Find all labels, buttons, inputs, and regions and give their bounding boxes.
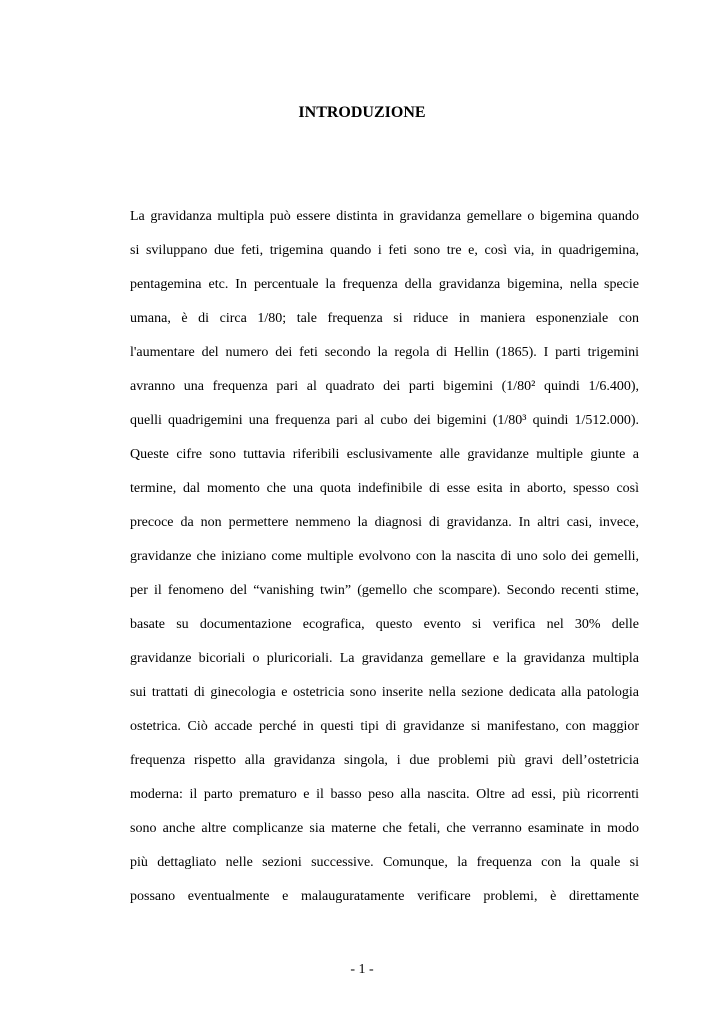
text-line: avranno una frequenza pari al quadrato dei parti bigemini (1/80² quindi 1/6.400), — [130, 379, 639, 394]
body-paragraph — [130, 206, 639, 920]
text-line: pentagemina etc. In percentuale la frequenza della gravidanza bigemina, nella specie — [130, 277, 639, 292]
page-title: INTRODUZIONE — [298, 104, 426, 121]
text-line: possano eventualmente e malauguratamente verificare problemi, è direttamente — [130, 889, 639, 904]
text-line: Queste cifre sono tuttavia riferibili esclusivamente alle gravidanze multiple giunte a — [130, 447, 639, 462]
text-line: basate su documentazione ecografica, questo evento si verifica nel 30% delle — [130, 617, 639, 632]
text-line: per il fenomeno del “vanishing twin” (gemello che scompare). Secondo recenti stime, — [130, 583, 639, 598]
text-line: si sviluppano due feti, trigemina quando i feti sono tre e, così via, in quadrigemina, — [130, 243, 639, 258]
text-line: più dettagliato nelle sezioni successive. Comunque, la frequenza con la quale si — [130, 855, 639, 870]
text-line: termine, dal momento che una quota indefinibile di esse esita in aborto, spesso così — [130, 481, 639, 496]
text-line: ostetrica. Ciò accade perché in questi tipi di gravidanze si manifestano, con maggior — [130, 719, 639, 734]
text-line: La gravidanza multipla può essere distinta in gravidanza gemellare o bigemina quando — [130, 209, 639, 224]
page-number: - 1 - — [350, 962, 374, 977]
text-line: moderna: il parto prematuro e il basso peso alla nascita. Oltre ad essi, più ricorrenti — [130, 787, 639, 802]
text-line: sono anche altre complicanze sia materne che fetali, che verranno esaminate in modo — [130, 821, 639, 836]
text-line: frequenza rispetto alla gravidanza singola, i due problemi più gravi dell’ostetricia — [130, 753, 639, 768]
text-line: gravidanze che iniziano come multiple evolvono con la nascita di uno solo dei gemelli, — [130, 549, 639, 564]
text-line: precoce da non permettere nemmeno la diagnosi di gravidanza. In altri casi, invece, — [130, 515, 639, 530]
text-line: gravidanze bicoriali o pluricoriali. La gravidanza gemellare e la gravidanza multipla — [130, 651, 639, 666]
text-line: l'aumentare del numero dei feti secondo la regola di Hellin (1865). I parti trigemini — [130, 345, 639, 360]
text-line: quelli quadrigemini una frequenza pari al cubo dei bigemini (1/80³ quindi 1/512.000). — [130, 413, 639, 428]
text-line: umana, è di circa 1/80; tale frequenza si riduce in maniera esponenziale con — [130, 311, 639, 326]
text-line: sui trattati di ginecologia e ostetricia sono inserite nella sezione dedicata alla patologia — [130, 685, 639, 700]
